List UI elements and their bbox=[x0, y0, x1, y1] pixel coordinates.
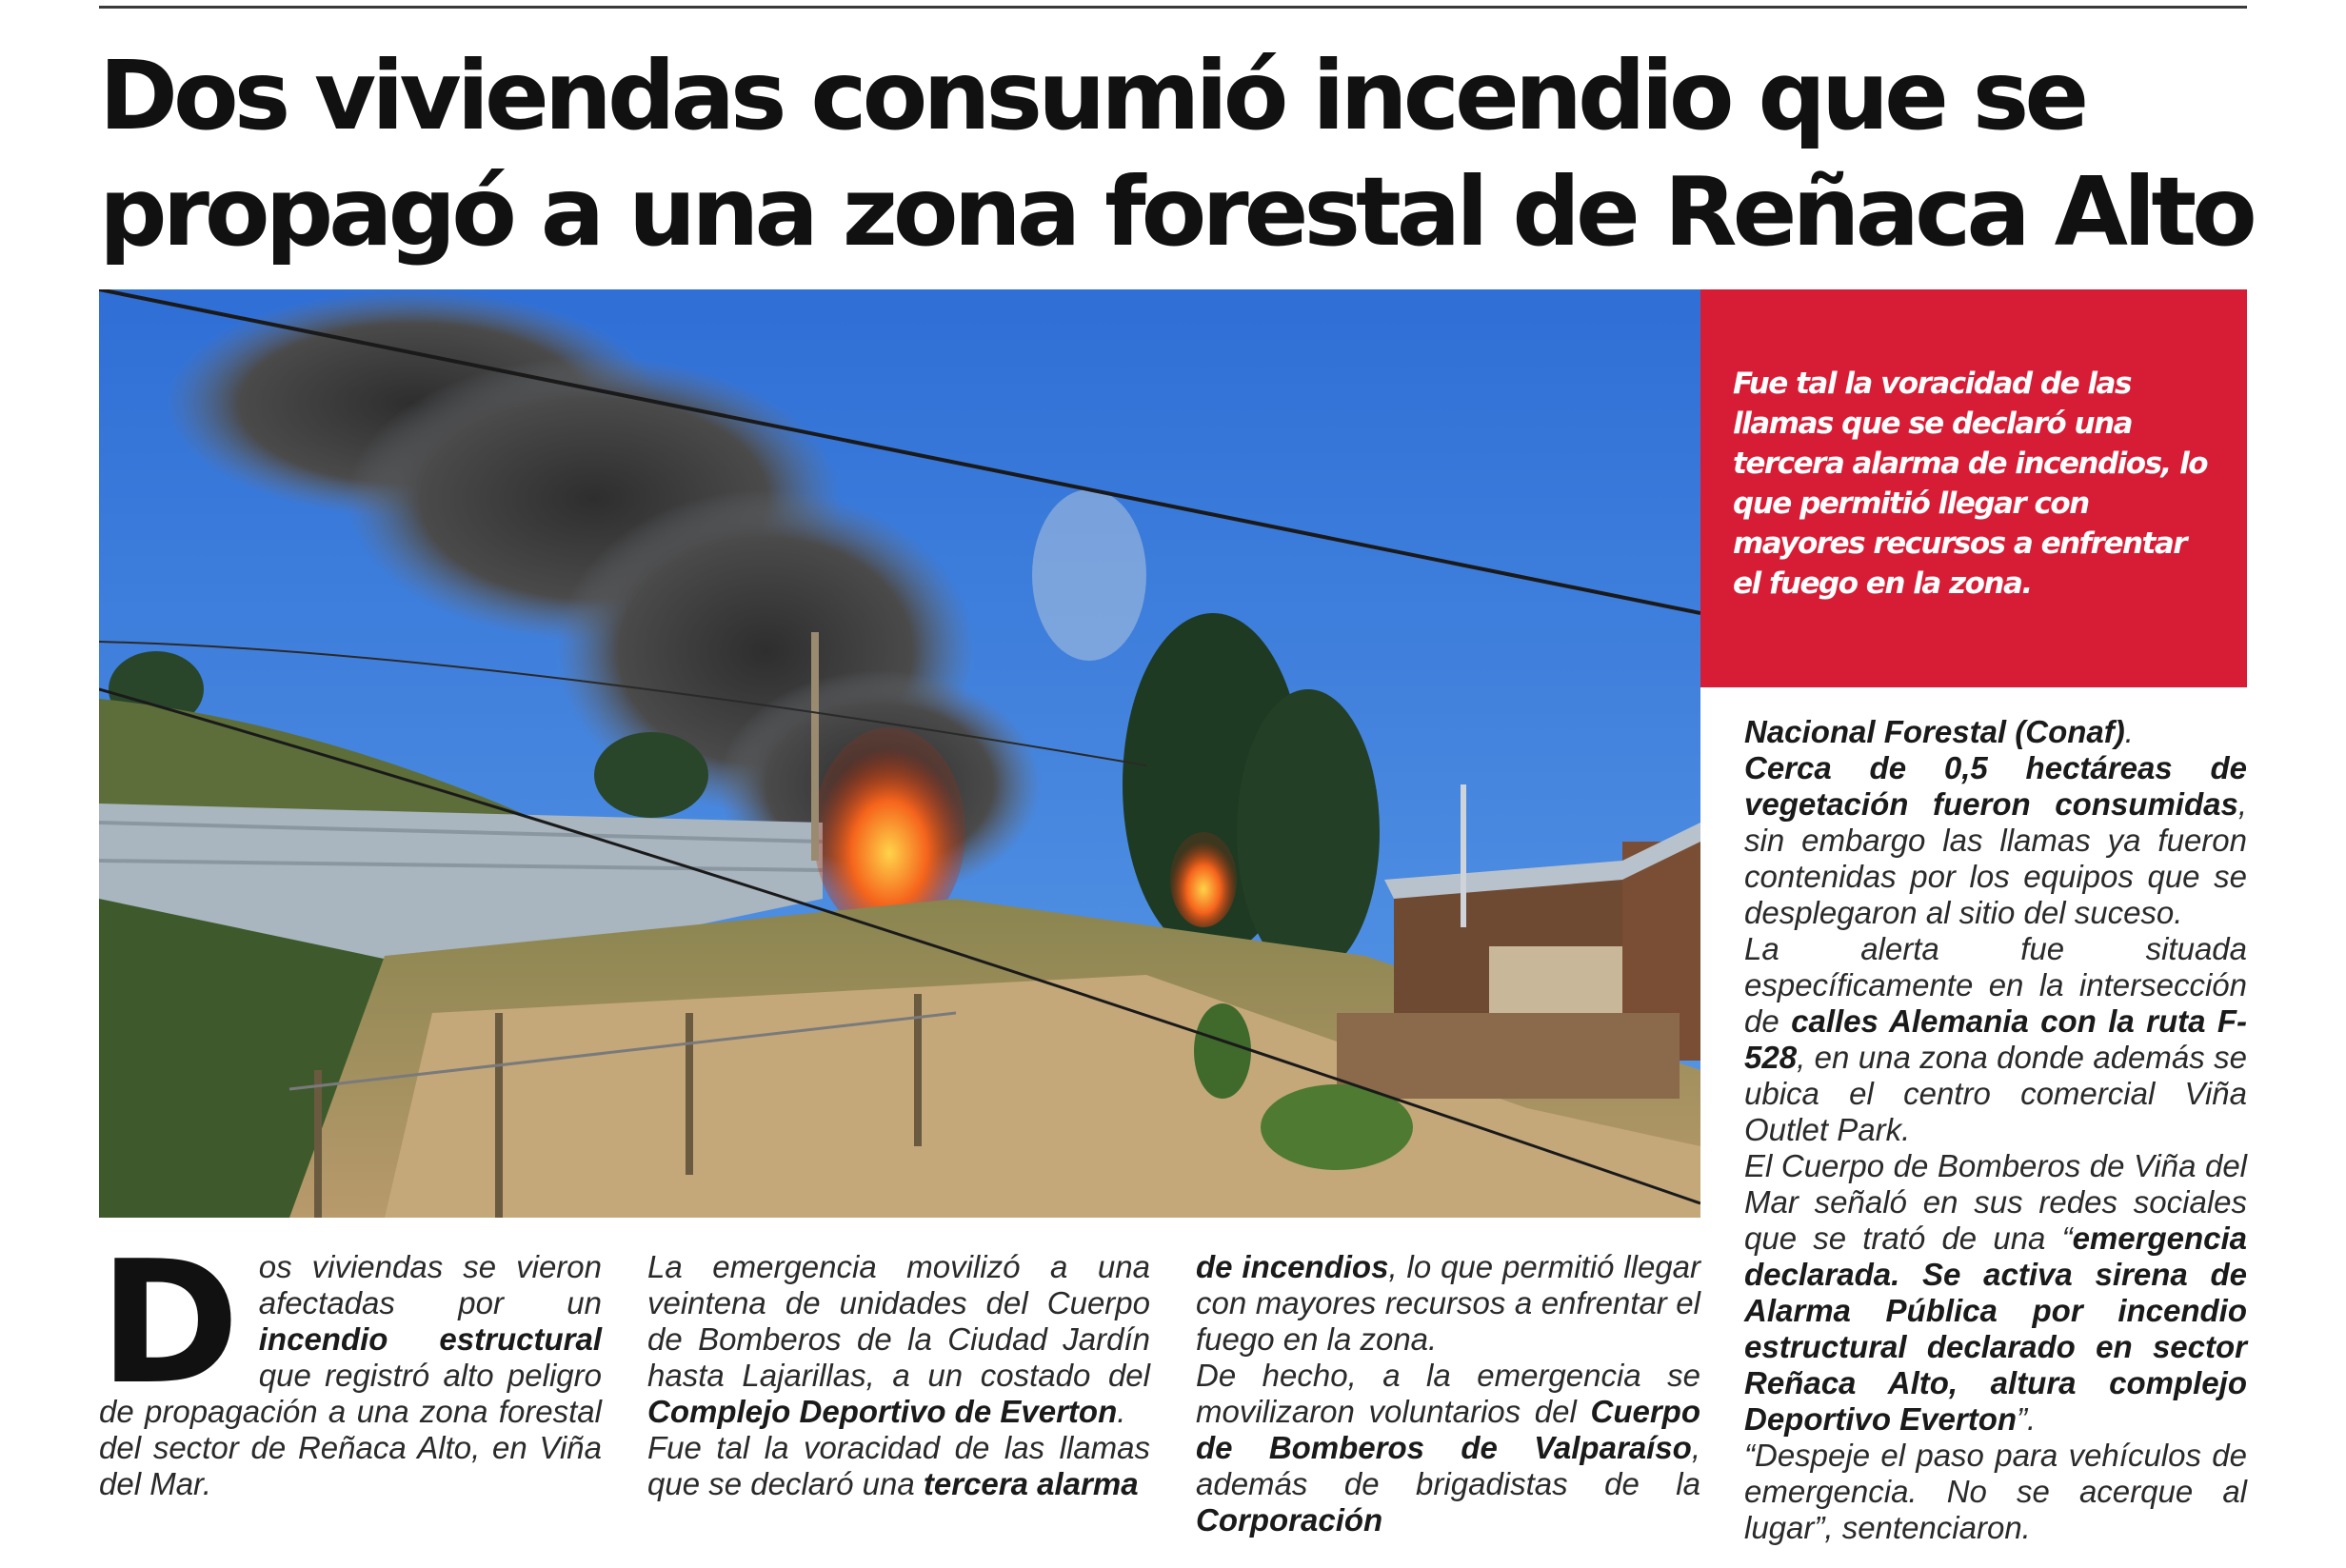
headline bbox=[99, 38, 2289, 270]
article-column-2 bbox=[647, 1249, 1150, 1502]
pull-quote-box bbox=[1700, 289, 2247, 687]
paragraph: De hecho, a la emergencia se movilizaron voluntarios del Cuerpo de Bomberos de Valparaíso, además de brigadistas de la Corporación bbox=[1196, 1358, 1700, 1538]
drop-cap: D bbox=[99, 1224, 234, 1421]
article-column-3 bbox=[1196, 1249, 1700, 1538]
headline-line-1: Dos viviendas consumió incendio que se bbox=[99, 40, 2085, 151]
paragraph: La emergencia movilizó a una veintena de unidades del Cuerpo de Bomberos de la Ciudad Jardín hasta Lajarillas, a un costado del Complejo Deportivo de Everton. bbox=[647, 1249, 1150, 1429]
article-column-1 bbox=[99, 1224, 602, 1502]
top-rule bbox=[99, 6, 2247, 9]
paragraph: Nacional Forestal (Conaf). bbox=[1744, 714, 2134, 749]
paragraph: “Despeje el paso para vehículos de emergencia. No se acerque al lugar”, sentenciaron. bbox=[1744, 1438, 2247, 1545]
paragraph: El Cuerpo de Bomberos de Viña del Mar señaló en sus redes sociales que se trató de una “emergencia declarada. Se activa sirena de Alarma Pública por incendio estructural declarado en sector Reñaca Alto, altura complejo Deportivo Everton”. bbox=[1744, 1148, 2247, 1437]
wildfire-photo bbox=[99, 289, 1700, 1218]
headline-line-2: propagó a una zona forestal de Reñaca Alto bbox=[99, 156, 2253, 268]
paragraph: La alerta fue situada específicamente en la intersección de calles Alemania con la ruta F-528, en una zona donde además se ubica el centro comercial Viña Outlet Park. bbox=[1744, 931, 2248, 1147]
paragraph: Dos viviendas se vieron afectadas por un incendio estructural que registró alto peligro de propagación a una zona forestal del sector de Reñaca Alto, en Viña del Mar. bbox=[99, 1224, 602, 1501]
paragraph: de incendios, lo que permitió llegar con mayores recursos a enfrentar el fuego en la zona. bbox=[1196, 1249, 1700, 1357]
pull-quote-text: Fue tal la voracidad de las llamas que se declaró una tercera alarma de incendios, lo que permitió llegar con mayores recursos a enfrentar el fuego en la zona. bbox=[1733, 367, 2208, 601]
article-column-4 bbox=[1744, 714, 2247, 1546]
paragraph: Cerca de 0,5 hectáreas de vegetación fueron consumidas, sin embargo las llamas ya fueron contenidas por los equipos que se desplegaron al sitio del suceso. bbox=[1744, 750, 2247, 930]
paragraph: Fue tal la voracidad de las llamas que se declaró una tercera alarma bbox=[647, 1430, 1150, 1501]
